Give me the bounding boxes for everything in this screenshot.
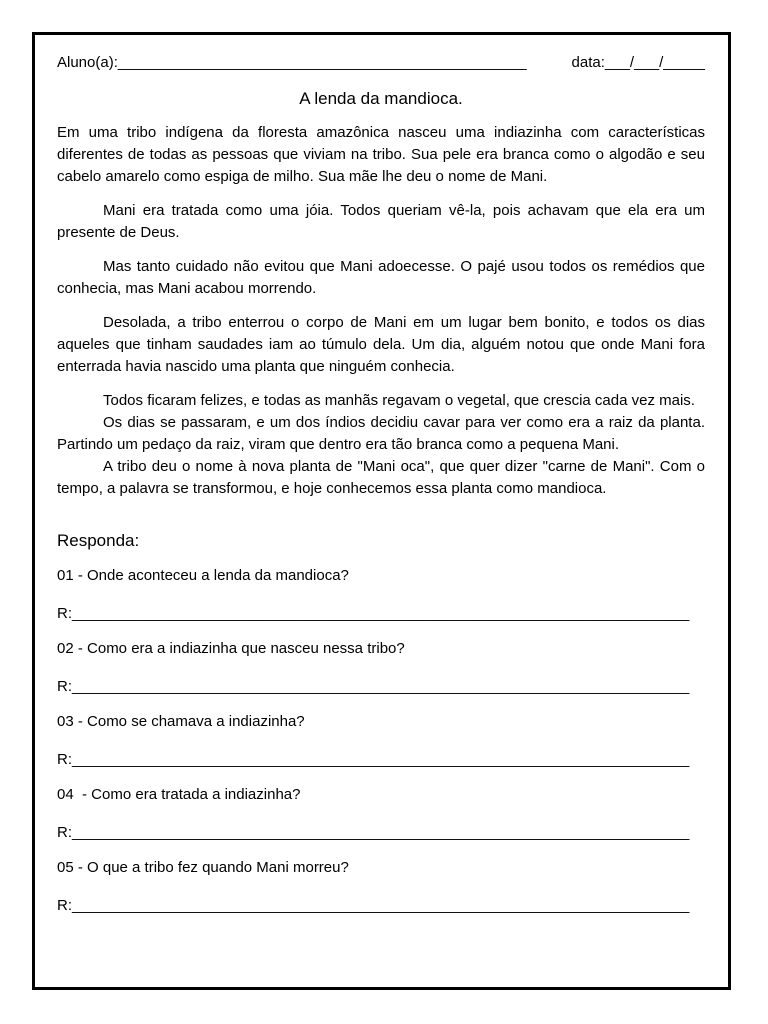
- page-title: A lenda da mandioca.: [299, 89, 463, 108]
- question-3: 03 - Como se chamava a indiazinha?: [57, 713, 305, 730]
- answer-line-4: R:__________________________________________________________________________: [57, 824, 690, 841]
- question-1: 01 - Onde aconteceu a lenda da mandioca?: [57, 567, 349, 584]
- question-block-4: [57, 784, 705, 844]
- story-paragraph-1: Em uma tribo indígena da floresta amazônica nasceu uma indiazinha com características diferentes de todas as pessoas que viviam na tribo. Sua pele era branca como o algodão e seu cabelo amarelo como espiga de milho. Sua mãe lhe deu o nome de Mani.: [57, 124, 705, 185]
- question-2: 02 - Como era a indiazinha que nasceu nessa tribo?: [57, 640, 405, 657]
- worksheet-content: [57, 52, 705, 917]
- story-paragraph-4: Desolada, a tribo enterrou o corpo de Mani em um lugar bem bonito, e todos os dias aqueles que tinham saudades iam ao túmulo dela. Um dia, alguém notou que onde Mani fora enterrada havia nascido uma planta que ninguém conhecia.: [57, 314, 705, 375]
- question-5: 05 - O que a tribo fez quando Mani morreu?: [57, 859, 349, 876]
- story-paragraph-7: A tribo deu o nome à nova planta de "Mani oca", que quer dizer "carne de Mani". Com o tempo, a palavra se transformou, e hoje conhecemos essa planta como mandioca.: [57, 458, 705, 497]
- question-block-3: [57, 711, 705, 771]
- story-text: [57, 122, 705, 500]
- student-name-field: Aluno(a):_________________________________________________: [57, 54, 527, 71]
- date-field: data:___/___/_____: [571, 54, 705, 71]
- story-paragraph-5: Todos ficaram felizes, e todas as manhãs regavam o vegetal, que crescia cada vez mais.: [103, 392, 695, 409]
- answer-line-1: R:__________________________________________________________________________: [57, 605, 690, 622]
- answer-line-2: R:__________________________________________________________________________: [57, 678, 690, 695]
- student-header: [57, 52, 705, 74]
- story-paragraph-2: Mani era tratada como uma jóia. Todos queriam vê-la, pois achavam que ela era um presente de Deus.: [57, 202, 705, 241]
- question-block-5: [57, 857, 705, 917]
- story-paragraph-6: Os dias se passaram, e um dos índios decidiu cavar para ver como era a raiz da planta. Partindo um pedaço da raiz, viram que dentro era tão branca como a pequena Mani.: [57, 414, 705, 453]
- worksheet-border: [32, 32, 731, 990]
- answer-line-5: R:__________________________________________________________________________: [57, 897, 690, 914]
- responda-heading: Responda:: [57, 531, 140, 550]
- question-block-1: [57, 565, 705, 625]
- story-paragraph-3: Mas tanto cuidado não evitou que Mani adoecesse. O pajé usou todos os remédios que conhecia, mas Mani acabou morrendo.: [57, 258, 705, 297]
- question-block-2: [57, 638, 705, 698]
- question-4: 04 - Como era tratada a indiazinha?: [57, 786, 301, 803]
- answer-line-3: R:__________________________________________________________________________: [57, 751, 690, 768]
